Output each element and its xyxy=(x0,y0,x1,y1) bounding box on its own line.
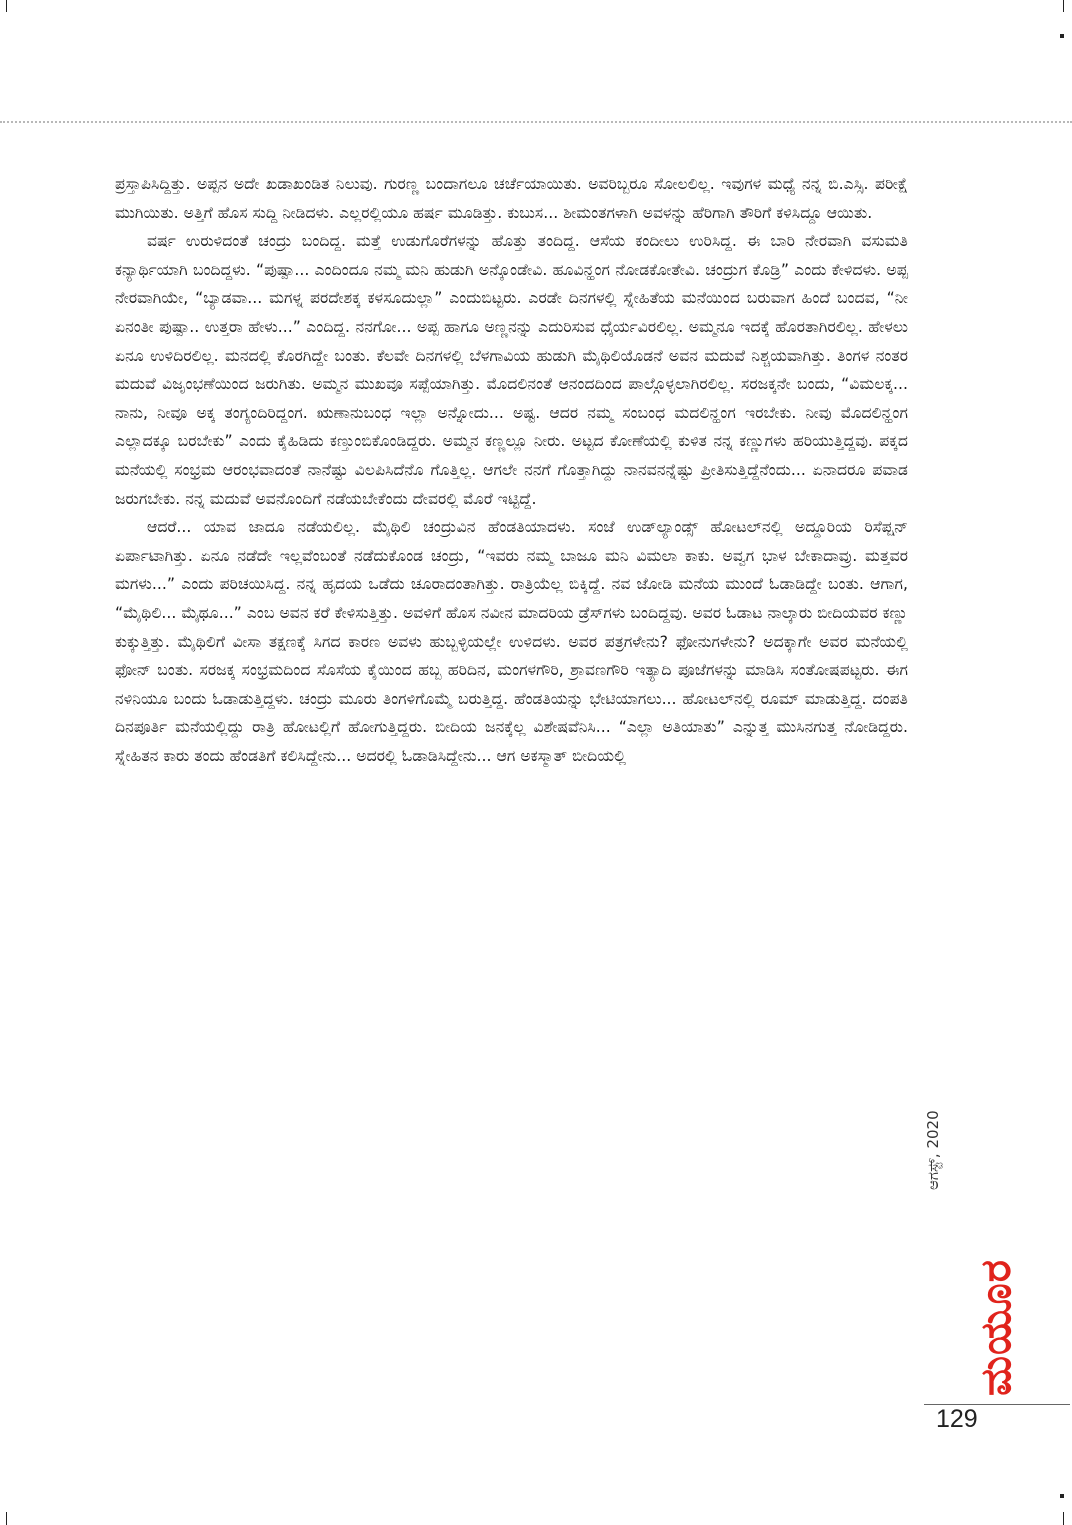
article-body xyxy=(115,170,908,770)
crop-mark-top-right xyxy=(1063,0,1064,12)
crop-mark-bottom-right xyxy=(1063,1512,1064,1525)
article-paragraph: ಪ್ರಸ್ತಾಪಿಸಿದ್ದಿತ್ತು. ಅಪ್ಪನ ಅದೇ ಖಡಾಖಂಡಿತ ನಿಲುವು. ಗುರಣ್ಣ ಬಂದಾಗಲೂ ಚರ್ಚೆಯಾಯಿತು. ಅವರಿಬ್ಬರೂ ಸೋಲಲಿಲ್ಲ. ಇವುಗಳ ಮಧ್ಯೆ ನನ್ನ ಬಿ.ಎಸ್ಸಿ. ಪರೀಕ್ಷೆ ಮುಗಿಯಿತು. ಅತ್ತಿಗೆ ಹೊಸ ಸುದ್ದಿ ನೀಡಿದಳು. ಎಲ್ಲರಲ್ಲಿಯೂ ಹರ್ಷ ಮೂಡಿತ್ತು. ಕುಬುಸ... ಶೀಮಂತಗಳಾಗಿ ಅವಳನ್ನು ಹೆರಿಗಾಗಿ ತೌರಿಗೆ ಕಳಿಸಿದ್ದೂ ಆಯಿತು. xyxy=(115,174,908,222)
issue-date: ಆಗಸ್ಟ್, 2020 xyxy=(924,1110,942,1190)
header-dotted-rule xyxy=(0,121,1072,123)
article-paragraph: ವರ್ಷ ಉರುಳಿದಂತೆ ಚಂದ್ರು ಬಂದಿದ್ದ. ಮತ್ತೆ ಉಡುಗೊರೆಗಳನ್ನು ಹೊತ್ತು ತಂದಿದ್ದ. ಆಸೆಯ ಕಂದೀಲು ಉರಿಸಿದ್ದ. ಈ ಬಾರಿ ನೇರವಾಗಿ ವಸುಮತಿ ಕನ್ಯಾರ್ಥಿಯಾಗಿ ಬಂದಿದ್ದಳು. “ಪುಷ್ಪಾ... ಎಂದಿಂದೂ ನಮ್ಮ ಮನಿ ಹುಡುಗಿ ಅನ್ಕೊಂಡೇವಿ. ಹೂವಿನ್ಹಂಗ ನೋಡಕೋತೇವಿ. ಚಂದ್ರುಗ ಕೊಡ್ರಿ” ಎಂದು ಕೇಳಿದಳು. ಅಪ್ಪ ನೇರವಾಗಿಯೇ, “ಬ್ಯಾಡವಾ... ಮಗಳ್ನ ಪರದೇಶಕ್ಕ ಕಳಸೂದುಲ್ಲಾ” ಎಂದುಬಿಟ್ಟರು. ಎರಡೇ ದಿನಗಳಲ್ಲಿ ಸ್ನೇಹಿತೆಯ ಮನೆಯಿಂದ ಬರುವಾಗ ಹಿಂದೆ ಬಂದವ, “ನೀ ಏನಂತೀ ಪುಷ್ಪಾ.. ಉತ್ತರಾ ಹೇಳು...” ಎಂದಿದ್ದ. ನನಗೋ... ಅಪ್ಪ ಹಾಗೂ ಅಣ್ಣನನ್ನು ಎದುರಿಸುವ ಧೈರ್ಯವಿರಲಿಲ್ಲ. ಅಮ್ಮನೂ ಇದಕ್ಕೆ ಹೊರತಾಗಿರಲಿಲ್ಲ. ಹೇಳಲು ಏನೂ ಉಳಿದಿರಲಿಲ್ಲ. ಮನದಲ್ಲಿ ಕೊರಗಿದ್ದೇ ಬಂತು. ಕೆಲವೇ ದಿನಗಳಲ್ಲಿ ಬೆಳಗಾವಿಯ ಹುಡುಗಿ ಮೈಥಿಲಿಯೊಡನೆ ಅವನ ಮದುವೆ ನಿಶ್ಚಯವಾಗಿತ್ತು. ತಿಂಗಳ ನಂತರ ಮದುವೆ ವಿಜೃಂಭಣೆಯಿಂದ ಜರುಗಿತು. ಅಮ್ಮನ ಮುಖವೂ ಸಪ್ಪೆಯಾಗಿತ್ತು. ಮೊದಲಿನಂತೆ ಆನಂದದಿಂದ ಪಾಲ್ಗೊಳ್ಳಲಾಗಿರಲಿಲ್ಲ. ಸರಜಕ್ಕನೇ ಬಂದು, “ವಿಮಲಕ್ಕ... ನಾನು, ನೀವೂ ಅಕ್ಕ ತಂಗ್ಯಂದಿರಿದ್ದಂಗ. ಋಣಾನುಬಂಧ ಇಲ್ಲಾ ಅನ್ನೋದು... ಅಷ್ಟ. ಆದರ ನಮ್ಮ ಸಂಬಂಧ ಮದಲಿನ್ಹಂಗ ಇರಬೇಕು. ನೀವು ಮೊದಲಿನ್ಹಂಗ ಎಲ್ಲಾದಕ್ಕೂ ಬರಬೇಕು” ಎಂದು ಕೈಹಿಡಿದು ಕಣ್ತುಂಬಿಕೊಂಡಿದ್ದರು. ಅಮ್ಮನ ಕಣ್ಣಲ್ಲೂ ನೀರು. ಅಟ್ಟದ ಕೋಣೆಯಲ್ಲಿ ಕುಳಿತ ನನ್ನ ಕಣ್ಣುಗಳು ಹರಿಯುತ್ತಿದ್ದವು. ಪಕ್ಕದ ಮನೆಯಲ್ಲಿ ಸಂಭ್ರಮ ಆರಂಭವಾದಂತೆ ನಾನೆಷ್ಟು ವಿಲಪಿಸಿದೆನೊ ಗೊತ್ತಿಲ್ಲ. ಆಗಲೇ ನನಗೆ ಗೊತ್ತಾಗಿದ್ದು ನಾನವನನ್ನೆಷ್ಟು ಪ್ರೀತಿಸುತ್ತಿದ್ದೆನೆಂದು... ಏನಾದರೂ ಪವಾಡ ಜರುಗಬೇಕು. ನನ್ನ ಮದುವೆ ಅವನೊಂದಿಗೆ ನಡೆಯಬೇಕೆಂದು ದೇವರಲ್ಲಿ ಮೊರೆ ಇಟ್ಟಿದ್ದೆ. xyxy=(115,231,908,508)
crop-mark-top-right-dot xyxy=(1060,34,1064,38)
page-number: 129 xyxy=(936,1405,978,1433)
magazine-logo: ಮಯೂರ xyxy=(971,1259,1020,1396)
crop-mark-bottom-right-dot xyxy=(1060,1494,1064,1498)
crop-mark-top-left xyxy=(6,0,7,12)
article-paragraph: ಆದರೆ... ಯಾವ ಜಾದೂ ನಡೆಯಲಿಲ್ಲ. ಮೈಥಿಲಿ ಚಂದ್ರುವಿನ ಹೆಂಡತಿಯಾದಳು. ಸಂಜೆ ಉಡ್‌ಲ್ಯಾಂಡ್ಸ್ ಹೋಟಲ್‌ನಲ್ಲಿ ಅದ್ದೂರಿಯ ರಿಸೆಪ್ಷನ್ ಏರ್ಪಾಟಾಗಿತ್ತು. ಏನೂ ನಡೆದೇ ಇಲ್ಲವೆಂಬಂತೆ ನಡೆದುಕೊಂಡ ಚಂದ್ರು, “ಇವರು ನಮ್ಮ ಬಾಜೂ ಮನಿ ವಿಮಲಾ ಕಾಕು. ಅವ್ವಗ ಭಾಳ ಬೇಕಾದಾವ್ರು. ಮತ್ತವರ ಮಗಳು...” ಎಂದು ಪರಿಚಯಿಸಿದ್ದ. ನನ್ನ ಹೃದಯ ಒಡೆದು ಚೂರಾದಂತಾಗಿತ್ತು. ರಾತ್ರಿಯೆಲ್ಲ ಬಿಕ್ಕಿದ್ದೆ. ನವ ಜೋಡಿ ಮನೆಯ ಮುಂದೆ ಓಡಾಡಿದ್ದೇ ಬಂತು. ಆಗಾಗ, “ಮೈಥಿಲಿ... ಮೈಥೂ...” ಎಂಬ ಅವನ ಕರೆ ಕೇಳಿಸುತ್ತಿತ್ತು. ಅವಳಿಗೆ ಹೊಸ ನವೀನ ಮಾದರಿಯ ಡ್ರೆಸ್‌ಗಳು ಬಂದಿದ್ದವು. ಅವರ ಓಡಾಟ ನಾಲ್ಕಾರು ಬೀದಿಯವರ ಕಣ್ಣು ಕುಕ್ಕುತ್ತಿತ್ತು. ಮೈಥಿಲಿಗೆ ವೀಸಾ ತಕ್ಷಣಕ್ಕೆ ಸಿಗದ ಕಾರಣ ಅವಳು ಹುಬ್ಬಳ್ಳಿಯಲ್ಲೇ ಉಳಿದಳು. ಅವರ ಪತ್ರಗಳೇನು? ಫೋನುಗಳೇನು? ಅದಕ್ಕಾಗೇ ಅವರ ಮನೆಯಲ್ಲಿ ಫೋನ್ ಬಂತು. ಸರಜಕ್ಕ ಸಂಭ್ರಮದಿಂದ ಸೊಸೆಯ ಕೈಯಿಂದ ಹಬ್ಬ ಹರಿದಿನ, ಮಂಗಳಗೌರಿ, ಶ್ರಾವಣಗೌರಿ ಇತ್ಯಾದಿ ಪೂಜೆಗಳನ್ನು ಮಾಡಿಸಿ ಸಂತೋಷಪಟ್ಟರು. ಈಗ ನಳಿನಿಯೂ ಬಂದು ಓಡಾಡುತ್ತಿದ್ದಳು. ಚಂದ್ರು ಮೂರು ತಿಂಗಳಿಗೊಮ್ಮೆ ಬರುತ್ತಿದ್ದ. ಹೆಂಡತಿಯನ್ನು ಭೇಟಿಯಾಗಲು... ಹೋಟಲ್‌ನಲ್ಲಿ ರೂಮ್ ಮಾಡುತ್ತಿದ್ದ. ದಂಪತಿ ದಿನಪೂರ್ತಿ ಮನೆಯಲ್ಲಿದ್ದು ರಾತ್ರಿ ಹೋಟಲ್ಲಿಗೆ ಹೋಗುತ್ತಿದ್ದರು. ಬೀದಿಯ ಜನಕ್ಕೆಲ್ಲ ವಿಶೇಷವೆನಿಸಿ... “ಎಲ್ಲಾ ಅತಿಯಾತು” ಎನ್ನುತ್ತ ಮುಸಿನಗುತ್ತ ನೋಡಿದ್ದರು. ಸ್ನೇಹಿತನ ಕಾರು ತಂದು ಹೆಂಡತಿಗೆ ಕಲಿಸಿದ್ದೇನು... ಅದರಲ್ಲಿ ಓಡಾಡಿಸಿದ್ದೇನು... ಆಗ ಅಕಸ್ಮಾತ್ ಬೀದಿಯಲ್ಲಿ xyxy=(115,517,908,765)
crop-mark-bottom-left xyxy=(6,1512,7,1525)
